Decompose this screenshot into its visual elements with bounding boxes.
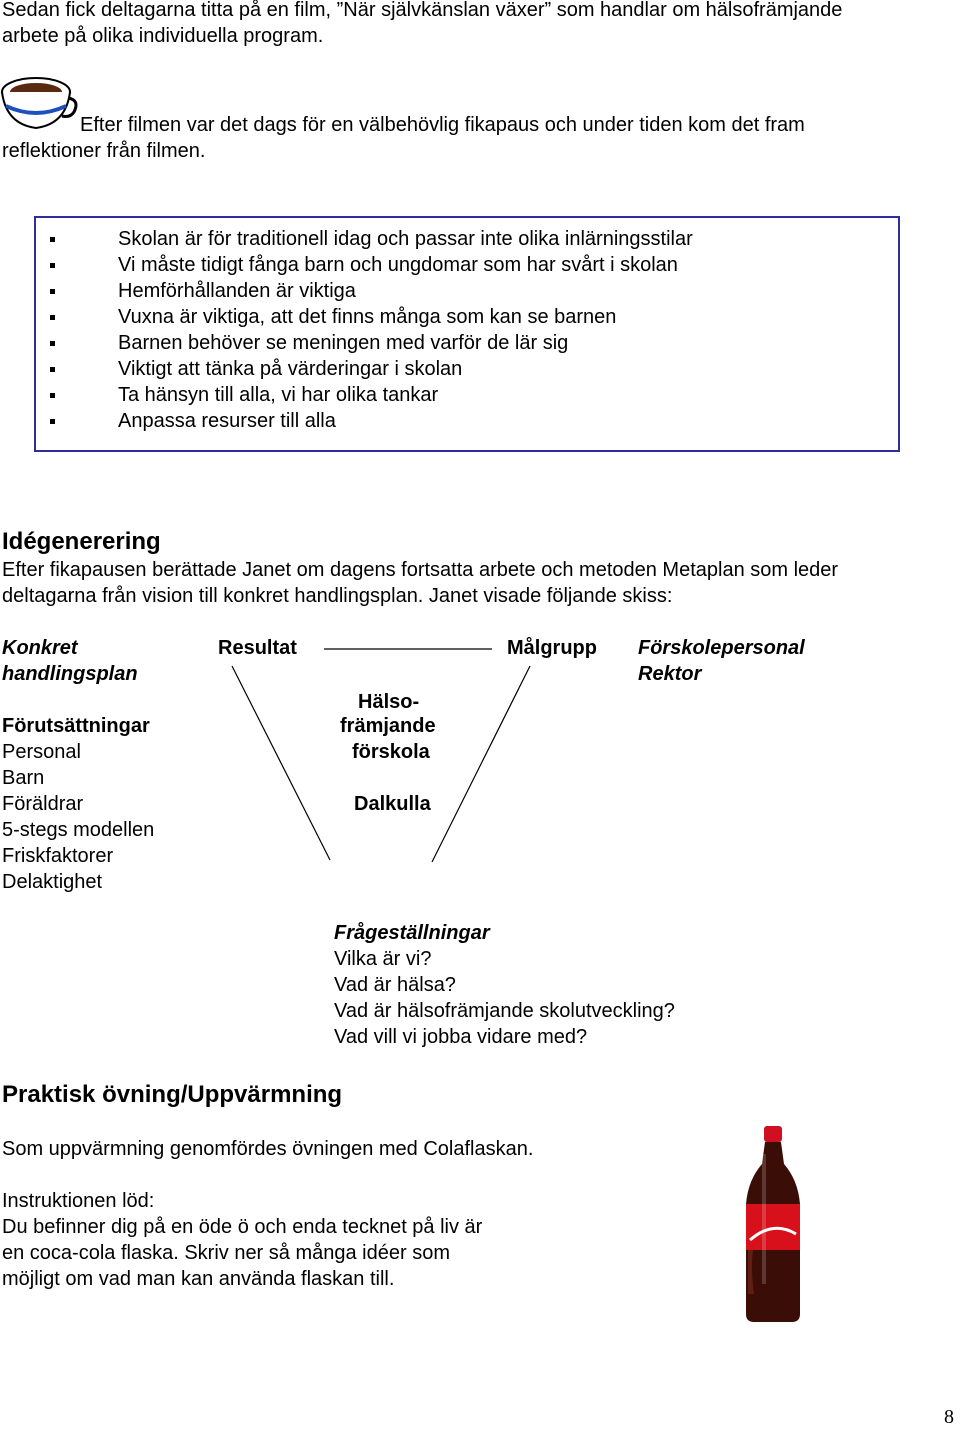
- prereq-heading: Förutsättningar: [2, 715, 150, 737]
- reflection-text: Barnen behöver se meningen med varför de lär sig: [118, 332, 569, 354]
- bullet-icon: [50, 237, 55, 242]
- konkret-label: Konkret: [2, 637, 78, 659]
- diagram-left-line: [232, 666, 330, 860]
- center-forskola: förskola: [352, 741, 430, 763]
- center-framjande: främjande: [340, 715, 436, 737]
- center-halso: Hälso-: [358, 691, 420, 713]
- coffee-cup-icon: [0, 72, 78, 134]
- bullet-icon: [50, 315, 55, 320]
- bullet-icon: [50, 263, 55, 268]
- idea-paragraph-line-2: deltagarna från vision till konkret handlingsplan. Janet visade följande skiss:: [2, 585, 673, 607]
- prereq-item: Friskfaktorer: [2, 845, 114, 867]
- intro-line-1: Sedan fick deltagarna titta på en film, ”När självkänslan växer” som handlar om hälsofrämjande: [2, 0, 843, 21]
- handlingsplan-label: handlingsplan: [2, 663, 138, 685]
- idea-heading: Idégenerering: [2, 528, 161, 555]
- fika-line-1: Efter filmen var det dags för en välbehövlig fikapaus och under tiden kom det fram: [80, 114, 805, 136]
- reflection-text: Vuxna är viktiga, att det finns många som kan se barnen: [118, 306, 617, 328]
- page-number: 8: [944, 1406, 954, 1428]
- question-item: Vad vill vi jobba vidare med?: [334, 1026, 588, 1048]
- instruction-line-2: en coca-cola flaska. Skriv ner så många idéer som: [2, 1242, 450, 1264]
- warmup-text: Som uppvärmning genomfördes övningen med Colaflaskan.: [2, 1138, 534, 1160]
- prereq-item: 5-stegs modellen: [2, 819, 155, 841]
- instruction-label: Instruktionen löd:: [2, 1190, 155, 1212]
- resultat-label: Resultat: [218, 637, 297, 659]
- reflections-box: [34, 216, 900, 452]
- bullet-icon: [50, 419, 55, 424]
- target-rektor: Rektor: [638, 663, 702, 685]
- cola-bottle-icon: [738, 1124, 808, 1324]
- metaplan-diagram: [0, 630, 960, 890]
- bullet-icon: [50, 341, 55, 346]
- malgrupp-label: Målgrupp: [507, 637, 597, 659]
- question-item: Vad är hälsa?: [334, 974, 456, 996]
- reflection-text: Vi måste tidigt fånga barn och ungdomar som har svårt i skolan: [118, 254, 678, 276]
- bullet-icon: [50, 367, 55, 372]
- reflection-text: Skolan är för traditionell idag och passar inte olika inlärningsstilar: [118, 228, 693, 250]
- center-dalkulla: Dalkulla: [354, 793, 431, 815]
- target-forskolepersonal: Förskolepersonal: [638, 637, 805, 659]
- bullet-icon: [50, 289, 55, 294]
- diagram-right-line: [432, 666, 530, 862]
- reflection-text: Viktigt att tänka på värderingar i skolan: [118, 358, 463, 380]
- instruction-line-1: Du befinner dig på en öde ö och enda tecknet på liv är: [2, 1216, 483, 1238]
- question-item: Vilka är vi?: [334, 948, 432, 970]
- prereq-item: Delaktighet: [2, 871, 103, 893]
- fika-line-2: reflektioner från filmen.: [2, 140, 206, 162]
- intro-line-2: arbete på olika individuella program.: [2, 25, 324, 47]
- idea-paragraph-line-1: Efter fikapausen berättade Janet om dagens fortsatta arbete och metoden Metaplan som leder: [2, 559, 839, 581]
- reflection-text: Anpassa resurser till alla: [118, 410, 336, 432]
- questions-heading: Frågeställningar: [334, 922, 490, 944]
- practice-heading: Praktisk övning/Uppvärmning: [2, 1081, 343, 1108]
- prereq-item: Föräldrar: [2, 793, 84, 815]
- reflection-text: Hemförhållanden är viktiga: [118, 280, 356, 302]
- prereq-item: Personal: [2, 741, 81, 763]
- question-item: Vad är hälsofrämjande skolutveckling?: [334, 1000, 675, 1022]
- instruction-line-3: möjligt om vad man kan använda flaskan till.: [2, 1268, 395, 1290]
- bullet-icon: [50, 393, 55, 398]
- reflection-text: Ta hänsyn till alla, vi har olika tankar: [118, 384, 439, 406]
- prereq-item: Barn: [2, 767, 45, 789]
